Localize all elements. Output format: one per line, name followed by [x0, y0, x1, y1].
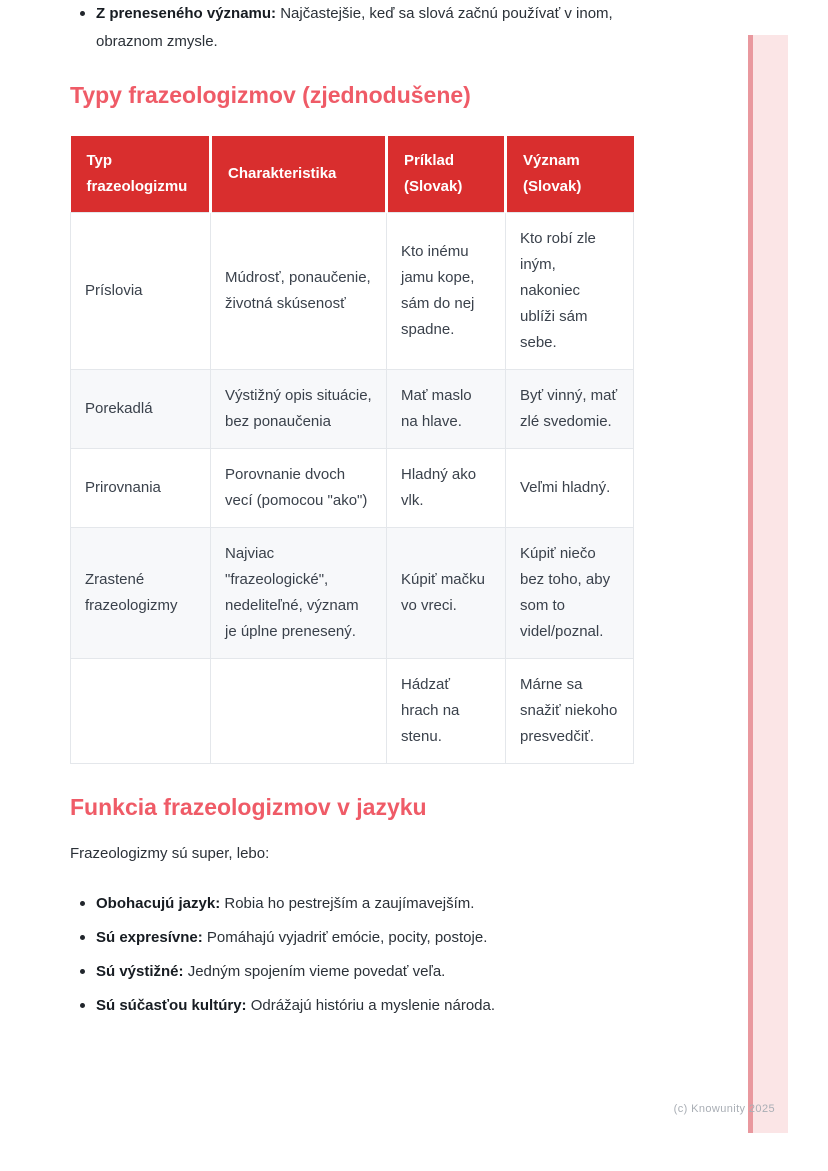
table-cell: Veľmi hladný.: [506, 449, 634, 528]
table-head: [71, 136, 634, 213]
list-item-lead: Sú expresívne:: [96, 929, 203, 946]
table-cell: Najviac "frazeologické", nedeliteľné, význam je úplne prenesený.: [211, 528, 387, 659]
table-header-cell: Príklad (Slovak): [387, 136, 506, 213]
table-row: [71, 213, 634, 370]
table-cell: Mať maslo na hlave.: [387, 370, 506, 449]
table-cell: Hladný ako vlk.: [387, 449, 506, 528]
table-cell: Výstižný opis situácie, bez ponaučenia: [211, 370, 387, 449]
table-cell: Zrastené frazeologizmy: [71, 528, 211, 659]
list-item-lead: Sú výstižné:: [96, 963, 184, 980]
list-item-text: Pomáhajú vyjadriť emócie, pocity, postoje.: [202, 929, 488, 946]
list-item: [70, 992, 633, 1020]
section-heading-funkcia: Funkcia frazeologizmov v jazyku: [70, 794, 427, 820]
table-cell: Príslovia: [71, 213, 211, 370]
table-body: [71, 213, 634, 764]
frazeologizmy-table: [70, 136, 634, 764]
section-intro-text: Frazeologizmy sú super, lebo:: [70, 845, 270, 862]
table-row: [71, 659, 634, 764]
intro-bullet-list: [70, 0, 633, 56]
table-cell: Kto inému jamu kope, sám do nej spadne.: [387, 213, 506, 370]
list-item: [70, 0, 633, 56]
table-cell: Prirovnania: [71, 449, 211, 528]
list-item-lead: Z preneseného významu:: [96, 5, 277, 22]
table-header-cell: Význam (Slovak): [506, 136, 634, 213]
table-cell: Byť vinný, mať zlé svedomie.: [506, 370, 634, 449]
copyright-watermark: (c) Knowunity 2025: [673, 1103, 775, 1115]
table-cell: Porovnanie dvoch vecí (pomocou "ako"): [211, 449, 387, 528]
table-cell: Kúpiť niečo bez toho, aby som to videl/poznal.: [506, 528, 634, 659]
function-bullet-list: [70, 890, 633, 1020]
table-cell: Kúpiť mačku vo vreci.: [387, 528, 506, 659]
list-item-text: Odrážajú históriu a myslenie národa.: [246, 997, 496, 1014]
table-header-cell: Typ frazeologizmu: [71, 136, 211, 213]
list-item-text: Najčastejšie, keď sa slová začnú používať v inom, obraznom zmysle.: [96, 5, 613, 50]
table-row: [71, 449, 634, 528]
table-header-cell: Charakteristika: [211, 136, 387, 213]
section-heading-typy: Typy frazeologizmov (zjednodušene): [70, 82, 471, 108]
table-cell: Kto robí zle iným, nakoniec ublíži sám sebe.: [506, 213, 634, 370]
page-content: [70, 0, 633, 1026]
table-cell: Márne sa snažiť niekoho presvedčiť.: [506, 659, 634, 764]
list-item: [70, 924, 633, 952]
table-header-row: [71, 136, 634, 213]
list-item-text: Jedným spojením vieme povedať veľa.: [183, 963, 446, 980]
table-row: [71, 528, 634, 659]
table-cell: [211, 659, 387, 764]
list-item: [70, 958, 633, 986]
list-item-lead: Obohacujú jazyk:: [96, 895, 221, 912]
table-cell: Múdrosť, ponaučenie, životná skúsenosť: [211, 213, 387, 370]
table-row: [71, 370, 634, 449]
table-cell: Hádzať hrach na stenu.: [387, 659, 506, 764]
table-cell: Porekadlá: [71, 370, 211, 449]
list-item-lead: Sú súčasťou kultúry:: [96, 997, 247, 1014]
list-item-text: Robia ho pestrejším a zaujímavejším.: [220, 895, 475, 912]
list-item: [70, 890, 633, 918]
right-accent-stripe: [748, 35, 788, 1133]
table-cell: [71, 659, 211, 764]
